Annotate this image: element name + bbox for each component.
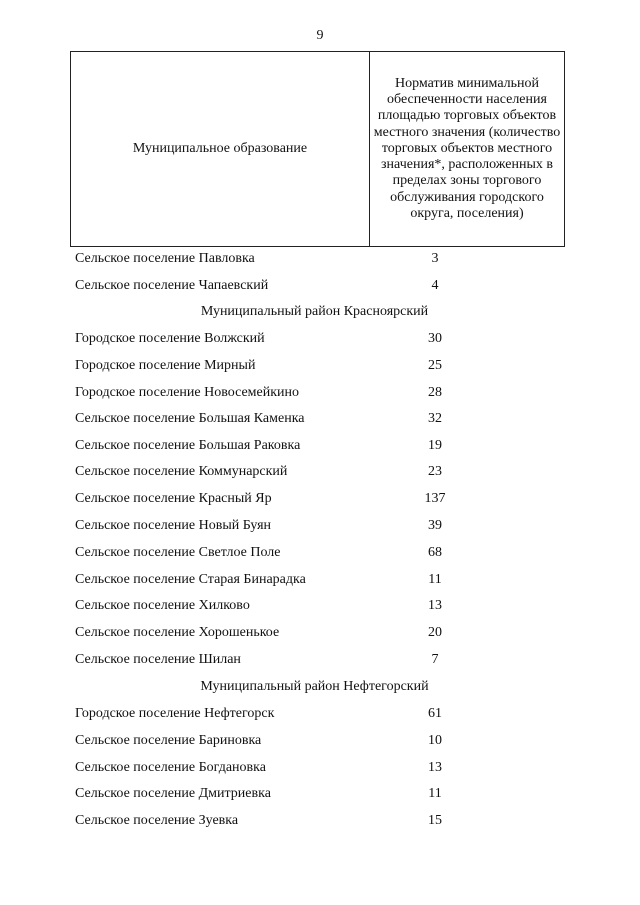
table-row [75, 758, 555, 778]
row-name: Сельское поселение Красный Яр [75, 491, 272, 506]
row-name: Сельское поселение Коммунарский [75, 464, 288, 479]
row-name: Сельское поселение Дмитриевка [75, 786, 271, 801]
header-norm: Норматив минимальной обеспеченности населения площадью торговых объектов местного значения (количество торговых объектов местного значения*, расположенных в пределах зоны торгового обслуживания городского округа, поселения) [370, 52, 565, 247]
row-name: Городское поселение Волжский [75, 331, 265, 346]
table-row [75, 623, 555, 643]
table-row [75, 489, 555, 509]
row-value: 10 [428, 733, 442, 748]
table-row [75, 650, 555, 670]
row-name: Городское поселение Мирный [75, 358, 256, 373]
row-name: Сельское поселение Хорошенькое [75, 625, 280, 640]
table-header [70, 51, 565, 247]
row-value: 20 [428, 625, 442, 640]
table-row [75, 543, 555, 563]
row-name: Сельское поселение Хилково [75, 598, 250, 613]
row-name: Сельское поселение Светлое Поле [75, 545, 281, 560]
section-title: Муниципальный район Красноярский [200, 304, 429, 319]
row-value: 4 [431, 278, 439, 293]
row-value: 61 [428, 706, 442, 721]
row-value: 25 [428, 358, 442, 373]
table-row [75, 383, 555, 403]
row-value: 19 [428, 438, 442, 453]
row-value: 32 [428, 411, 442, 426]
table-row [75, 436, 555, 456]
row-value: 15 [428, 813, 442, 828]
table-row [75, 249, 555, 269]
table-row [75, 570, 555, 590]
row-name: Сельское поселение Шилан [75, 652, 241, 667]
row-name: Сельское поселение Большая Каменка [75, 411, 305, 426]
page-number: 9 [316, 28, 324, 43]
table-row [75, 356, 555, 376]
table-row [75, 784, 555, 804]
table-row [75, 329, 555, 349]
row-name: Сельское поселение Бариновка [75, 733, 262, 748]
row-name: Городское поселение Новосемейкино [75, 385, 300, 400]
row-value: 23 [428, 464, 442, 479]
row-value: 13 [428, 598, 442, 613]
header-row [71, 52, 565, 247]
row-value: 11 [428, 786, 442, 801]
row-name: Городское поселение Нефтегорск [75, 706, 275, 721]
header-municipality: Муниципальное образование [71, 52, 370, 247]
table-row [75, 409, 555, 429]
row-value: 68 [428, 545, 442, 560]
table-row [75, 596, 555, 616]
table-row [75, 811, 555, 831]
row-value: 137 [424, 491, 446, 506]
table-row [75, 704, 555, 724]
row-value: 7 [431, 652, 439, 667]
row-name: Сельское поселение Павловка [75, 251, 255, 266]
row-name: Сельское поселение Богдановка [75, 760, 266, 775]
table-row [75, 276, 555, 296]
row-value: 13 [428, 760, 442, 775]
row-name: Сельское поселение Большая Раковка [75, 438, 301, 453]
row-value: 3 [431, 251, 439, 266]
row-name: Сельское поселение Новый Буян [75, 518, 272, 533]
row-name: Сельское поселение Старая Бинарадка [75, 572, 306, 587]
row-value: 28 [428, 385, 442, 400]
row-value: 39 [428, 518, 442, 533]
row-value: 30 [428, 331, 442, 346]
table-row [75, 731, 555, 751]
row-name: Сельское поселение Зуевка [75, 813, 239, 828]
row-name: Сельское поселение Чапаевский [75, 278, 269, 293]
section-title: Муниципальный район Нефтегорский [200, 679, 429, 694]
table-row [75, 462, 555, 482]
row-value: 11 [428, 572, 442, 587]
table-row [75, 516, 555, 536]
